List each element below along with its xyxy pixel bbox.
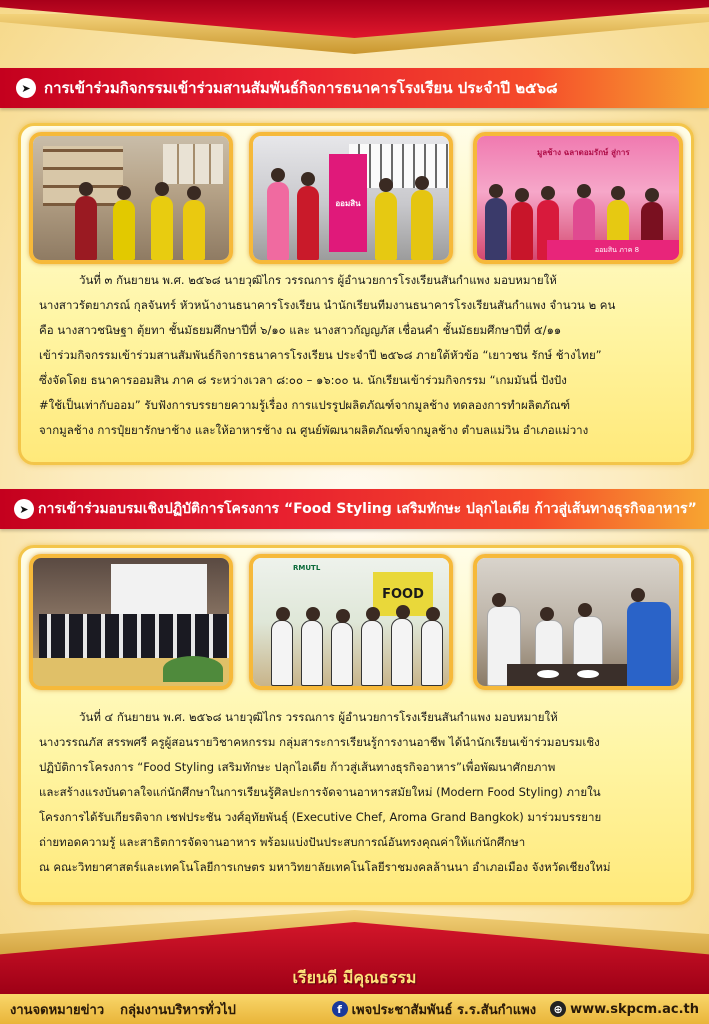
newsletter-label: งานจดหมายข่าว [10, 1002, 105, 1018]
university-logo-text: RMUTL [293, 564, 321, 572]
section2-photo-3 [473, 554, 683, 690]
bank-standee [329, 154, 367, 252]
section1-heading-bar [0, 68, 709, 108]
paragraph-line: และสร้างแรงบันดาลใจแก่นักศึกษาในการเรียนรู้ศิลปะการจัดจานอาหารสมัยใหม่ (Modern Food Styling) ภายใน [39, 785, 601, 799]
flower-pot [163, 656, 223, 682]
paragraph-line: จากมูลช้าง การปุ๋ยยารักษาช้าง และให้อาหารช้าง ณ ศูนย์พัฒนาผลิตภัณฑ์จากมูลช้าง ตำบลแม่วิน อำเภอแม่วาง [39, 423, 589, 437]
plate [577, 670, 599, 678]
paragraph-line: ซึ่งจัดโดย ธนาคารออมสิน ภาค ๘ ระหว่างเวลา ๘:๐๐ – ๑๖:๐๐ น. นักเรียนเข้าร่วมกิจกรรม “เกมมันนี่ ปังปัง [39, 373, 567, 387]
person [271, 620, 293, 686]
person [75, 196, 97, 260]
section1-paragraph [39, 268, 675, 443]
person [301, 620, 323, 686]
arrow-circle-icon [14, 499, 34, 519]
person [267, 182, 289, 260]
table-sign-text: ออมสิน ภาค 8 [594, 245, 640, 254]
display-table [547, 240, 683, 260]
event-banner-text: มูลช้าง ฉลาดอมรักษ์ สู่การ [537, 148, 630, 157]
section2-panel [18, 545, 694, 905]
wall-decor [163, 144, 223, 184]
paragraph-line: #ใช้เป็นเท่ากับออม” รับฟังการบรรยายความรู้เรื่อง การแปรรูปผลิตภัณฑ์จากมูลช้าง ทดลองการทำผลิตภัณฑ์ [39, 398, 571, 412]
person [411, 190, 433, 260]
section2-paragraph [39, 705, 675, 880]
paragraph-line: เข้าร่วมกิจกรรมเข้าร่วมสานสัมพันธ์กิจการธนาคารโรงเรียน ประจำปี ๒๕๖๘ ภายใต้หัวข้อ “เยาวชน รักษ์ ช้างไทย” [39, 348, 602, 362]
standee-text: ออมสิน [335, 198, 361, 208]
projector-screen [111, 564, 207, 620]
paragraph-line: ปฏิบัติการโครงการ “Food Styling เสริมทักษะ ปลุกไอเดีย ก้าวสู่เส้นทางธุรกิจอาหาร”เพื่อพัฒนาศักยภาพ [39, 760, 556, 774]
paragraph-line: คือ นางสาวชนิษฐา ตุ้ยทา ชั้นมัธยมศึกษาปีที่ ๖/๑๐ และ นางสาวกัญญภัส เชื่อนคำ ชั้นมัธยมศึกษาปีที่ ๕/๑๑ [39, 323, 562, 337]
person [485, 198, 507, 260]
group-of-people [39, 614, 229, 658]
person [331, 622, 353, 686]
person [361, 620, 383, 686]
paragraph-line: นางสาวรัตยาภรณ์ กุลจันทร์ หัวหน้างานธนาคารโรงเรียน นำนักเรียนทีมงานธนาคารโรงเรียนสันกำแพง จำนวน ๒ คน [39, 298, 616, 312]
person [183, 200, 205, 260]
person [151, 196, 173, 260]
paragraph-line: ณ คณะวิทยาศาสตร์และเทคโนโลยีการเกษตร มหาวิทยาลัยเทคโนโลยีราชมงคลล้านนา อำเภอเมือง จังหวัดเชียงใหม่ [39, 860, 611, 874]
globe-icon: ⊕ [550, 1001, 566, 1017]
section2-heading-bar [0, 489, 709, 529]
department-label: กลุ่มงานบริหารทั่วไป [120, 1002, 236, 1018]
section2-photo-2 [249, 554, 453, 690]
facebook-link[interactable] [332, 999, 537, 1020]
paragraph-line: โครงการได้รับเกียรติจาก เชฟประชัน วงศ์อุทัยพันธุ์ (Executive Chef, Aroma Grand Bangkok) มาร่วมบรรยาย [39, 810, 602, 824]
person [391, 618, 413, 686]
website-url: www.skpcm.ac.th [570, 1001, 699, 1017]
section1-photo-2 [249, 132, 453, 264]
chef [627, 602, 671, 686]
plate [537, 670, 559, 678]
paragraph-line: นางวรรณภัส สรรพศรี ครูผู้สอนรายวิชาคหกรรม กลุ่มสาระการเรียนรู้การงานอาชีพ ได้นำนักเรียนเข้าร่วมอบรมเชิง [39, 735, 600, 749]
paragraph-line: วันที่ ๓ กันยายน พ.ศ. ๒๕๖๘ นายวุฒิไกร วรรณการ ผู้อำนวยการโรงเรียนสันกำแพง มอบหมายให้ [79, 273, 557, 287]
section2-title: การเข้าร่วมอบรมเชิงปฏิบัติการโครงการ “Food Styling เสริมทักษะ ปลุกไอเดีย ก้าวสู่เส้นทางธุรกิจอาหาร” [38, 501, 697, 517]
section2-photo-1 [29, 554, 233, 690]
cooking-table [507, 664, 627, 686]
section1-title: การเข้าร่วมกิจกรรมเข้าร่วมสานสัมพันธ์กิจการธนาคารโรงเรียน ประจำปี ๒๕๖๘ [44, 79, 558, 97]
facebook-page-name: เพจประชาสัมพันธ์ ร.ร.สันกำแพง [351, 1002, 537, 1018]
paragraph-line: ถ่ายทอดความรู้ และสาธิตการจัดจานอาหาร พร้อมแบ่งปันประสบการณ์อันทรงคุณค่าให้แก่นักศึกษา [39, 835, 526, 849]
food-banner-text: FOOD [382, 586, 424, 602]
person [113, 200, 135, 260]
facebook-icon: f [332, 1001, 348, 1017]
paragraph-line: วันที่ ๔ กันยายน พ.ศ. ๒๕๖๘ นายวุฒิไกร วรรณการ ผู้อำนวยการโรงเรียนสันกำแพง มอบหมายให้ [79, 710, 558, 724]
section1-photo-1 [29, 132, 233, 264]
arrow-circle-icon [16, 78, 36, 98]
section1-photo-3 [473, 132, 683, 264]
section1-panel [18, 123, 694, 465]
school-motto: เรียนดี มีคุณธรรม [292, 968, 417, 987]
person [375, 192, 397, 260]
person [297, 186, 319, 260]
website-link[interactable] [550, 1001, 699, 1017]
person [421, 620, 443, 686]
footer-bar [0, 994, 709, 1024]
person [511, 202, 533, 260]
